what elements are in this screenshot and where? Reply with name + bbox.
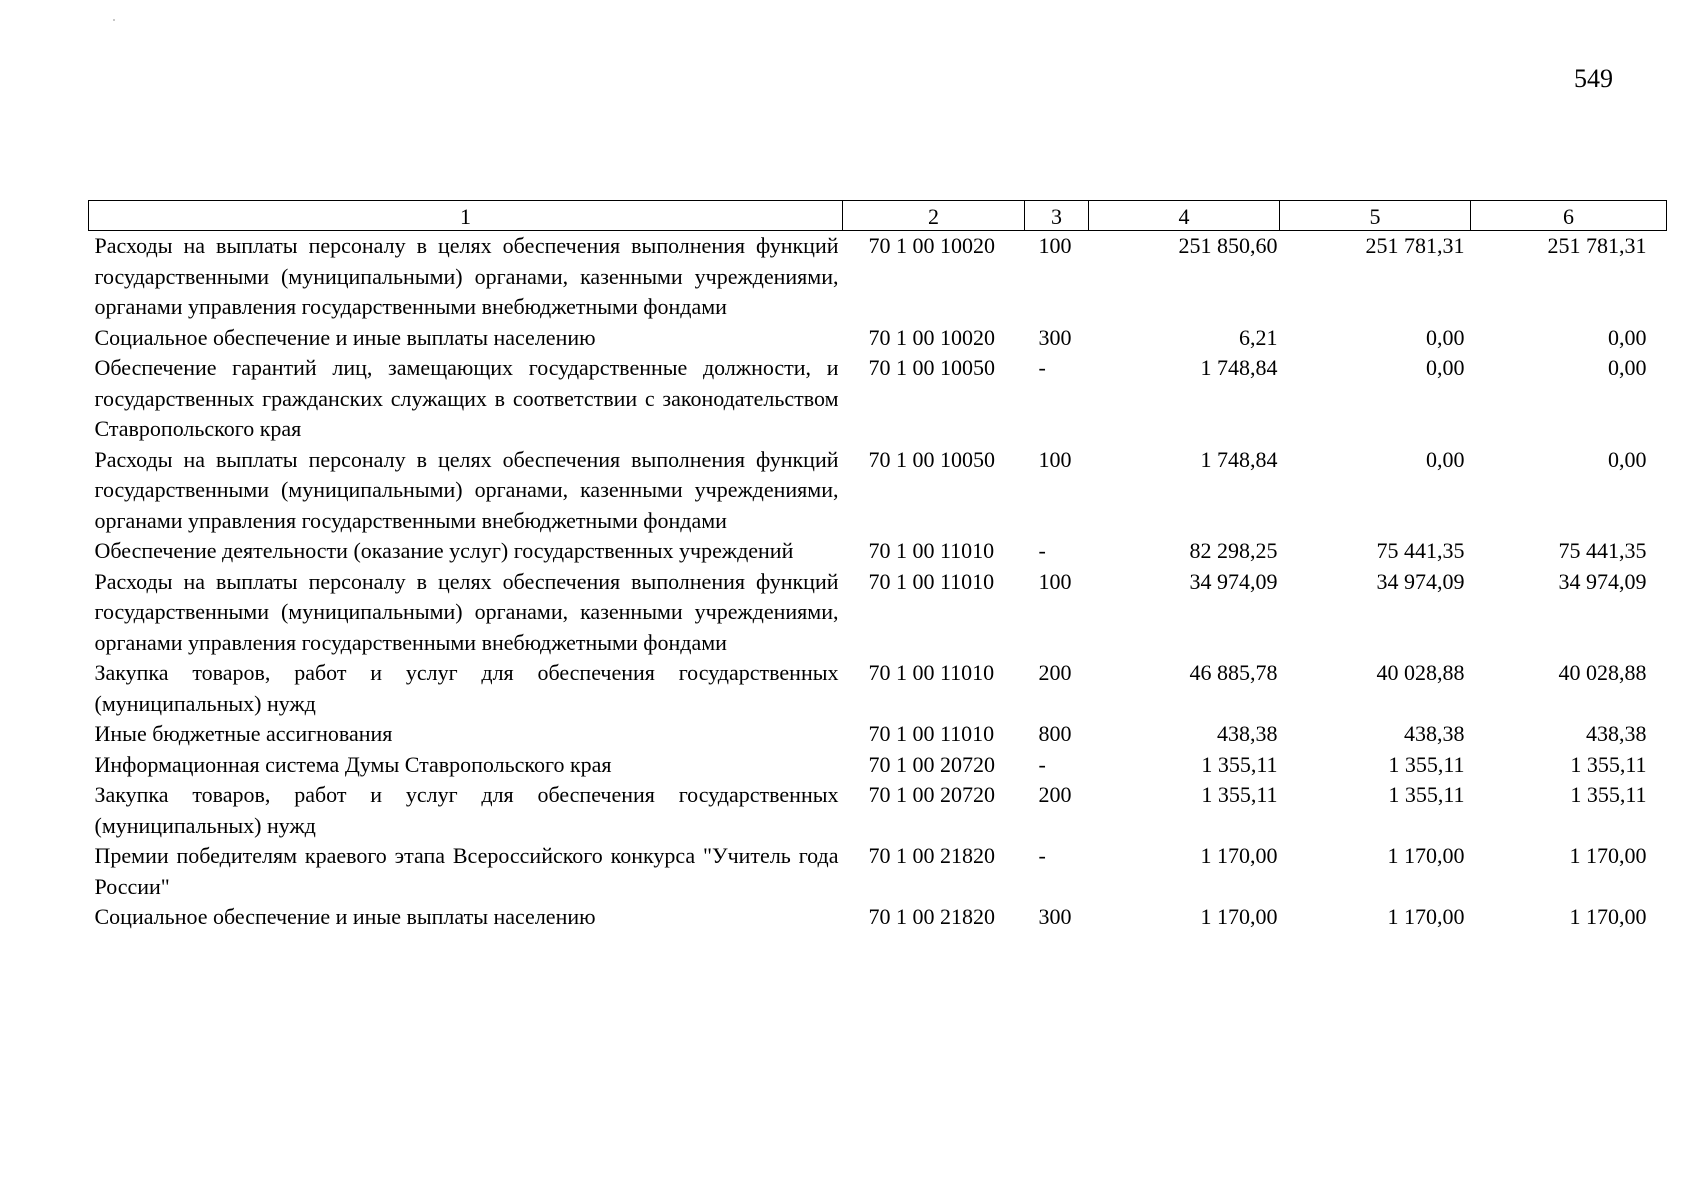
row-type: 200 [1038, 782, 1072, 807]
row-value-6: 0,00 [1608, 324, 1647, 350]
row-code: 70 1 00 10050 [868, 446, 995, 472]
row-value-4: 1 170,00 [1200, 843, 1278, 868]
row-value-6: 0,00 [1608, 355, 1647, 380]
row-type: 200 [1038, 660, 1072, 685]
table-row [89, 902, 1667, 933]
row-value-5: 0,00 [1426, 446, 1465, 472]
row-value-5: 438,38 [1404, 721, 1465, 746]
column-header-1: 1 [89, 201, 843, 231]
column-header-4: 4 [1089, 201, 1280, 231]
row-code: 70 1 00 10020 [868, 324, 995, 350]
row-type: 100 [1038, 233, 1072, 258]
row-type: - [1038, 355, 1046, 380]
table-row [89, 323, 1667, 354]
row-value-5: 40 028,88 [1376, 660, 1465, 685]
row-value-5: 34 974,09 [1376, 568, 1465, 594]
table-row [89, 567, 1667, 659]
row-value-5: 1 170,00 [1387, 904, 1465, 929]
row-name: Социальное обеспечение и иные выплаты населению [94, 904, 596, 929]
row-value-6: 0,00 [1608, 446, 1647, 472]
row-value-6: 1 355,11 [1570, 751, 1647, 777]
row-code: 70 1 00 11010 [868, 721, 995, 746]
row-value-5: 75 441,35 [1376, 538, 1465, 563]
row-value-6: 40 028,88 [1558, 660, 1647, 685]
header-row [89, 201, 1667, 231]
row-value-5: 251 781,31 [1365, 233, 1465, 258]
row-name: Премии победителям краевого этапа Всероссийского конкурса "Учитель года России" [94, 843, 839, 899]
row-name: Закупка товаров, работ и услуг для обеспечения государственных (муниципальных) нужд [94, 660, 839, 716]
row-code: 70 1 00 11010 [868, 538, 995, 563]
row-code: 70 1 00 20720 [868, 782, 995, 807]
table-row [89, 841, 1667, 902]
row-code: 70 1 00 11010 [868, 660, 995, 685]
row-code: 70 1 00 21820 [868, 843, 995, 868]
row-type: 800 [1038, 721, 1072, 746]
table-row [89, 536, 1667, 567]
table-row [89, 445, 1667, 537]
row-type: 300 [1038, 324, 1072, 350]
column-header-3: 3 [1025, 201, 1089, 231]
row-value-6: 438,38 [1586, 721, 1647, 746]
row-value-6: 1 355,11 [1570, 782, 1647, 807]
row-value-4: 34 974,09 [1189, 568, 1278, 594]
row-value-4: 6,21 [1239, 324, 1278, 350]
row-type: - [1038, 751, 1046, 777]
row-value-4: 438,38 [1217, 721, 1278, 746]
row-value-4: 1 170,00 [1200, 904, 1278, 929]
row-code: 70 1 00 10020 [868, 233, 995, 258]
row-name: Информационная система Думы Ставропольского края [94, 751, 612, 777]
row-code: 70 1 00 10050 [868, 355, 995, 380]
row-value-6: 1 170,00 [1569, 843, 1647, 868]
row-value-4: 251 850,60 [1178, 233, 1278, 258]
row-name: Закупка товаров, работ и услуг для обеспечения государственных (муниципальных) нужд [94, 782, 839, 838]
row-type: 100 [1038, 446, 1072, 472]
row-type: 300 [1038, 904, 1072, 929]
row-value-4: 1 748,84 [1200, 355, 1278, 380]
table-row [89, 719, 1667, 750]
row-value-4: 1 355,11 [1201, 751, 1278, 777]
table-row [89, 750, 1667, 781]
table-row [89, 658, 1667, 719]
table-row [89, 231, 1667, 323]
row-value-6: 34 974,09 [1558, 568, 1647, 594]
row-name: Обеспечение деятельности (оказание услуг) государственных учреждений [94, 538, 794, 563]
table-row [89, 353, 1667, 445]
row-value-6: 75 441,35 [1558, 538, 1647, 563]
row-type: - [1038, 538, 1046, 563]
row-name: Расходы на выплаты персоналу в целях обеспечения выполнения функций государственными (муниципальными) органами, казенными учреждениями, органами управления государственными внебюджетными фондами [94, 446, 839, 533]
row-value-5: 1 355,11 [1388, 751, 1465, 777]
row-value-5: 1 355,11 [1388, 782, 1465, 807]
row-type: - [1038, 843, 1046, 868]
row-code: 70 1 00 11010 [868, 568, 995, 594]
column-header-6: 6 [1471, 201, 1667, 231]
row-code: 70 1 00 21820 [868, 904, 995, 929]
row-value-4: 1 748,84 [1200, 446, 1278, 472]
column-header-2: 2 [843, 201, 1025, 231]
row-code: 70 1 00 20720 [868, 751, 995, 777]
row-value-4: 1 355,11 [1201, 782, 1278, 807]
page-number: 549 [1574, 64, 1613, 93]
row-name: Социальное обеспечение и иные выплаты населению [94, 324, 596, 350]
row-value-5: 0,00 [1426, 355, 1465, 380]
row-name: Расходы на выплаты персоналу в целях обеспечения выполнения функций государственными (муниципальными) органами, казенными учреждениями, органами управления государственными внебюджетными фондами [94, 233, 839, 319]
table-row [89, 780, 1667, 841]
row-value-5: 1 170,00 [1387, 843, 1465, 868]
row-value-6: 1 170,00 [1569, 904, 1647, 929]
scan-speck [113, 19, 115, 21]
row-value-6: 251 781,31 [1547, 233, 1647, 258]
row-name: Обеспечение гарантий лиц, замещающих государственные должности, и государственных гражданских служащих в соответствии с законодательством Ставропольского края [94, 355, 839, 441]
column-header-5: 5 [1280, 201, 1471, 231]
row-value-4: 82 298,25 [1189, 538, 1278, 563]
row-name: Иные бюджетные ассигнования [94, 721, 393, 746]
budget-table [88, 200, 1667, 933]
row-type: 100 [1038, 568, 1072, 594]
row-name: Расходы на выплаты персоналу в целях обеспечения выполнения функций государственными (муниципальными) органами, казенными учреждениями, органами управления государственными внебюджетными фондами [94, 568, 839, 655]
row-value-5: 0,00 [1426, 324, 1465, 350]
row-value-4: 46 885,78 [1189, 660, 1278, 685]
